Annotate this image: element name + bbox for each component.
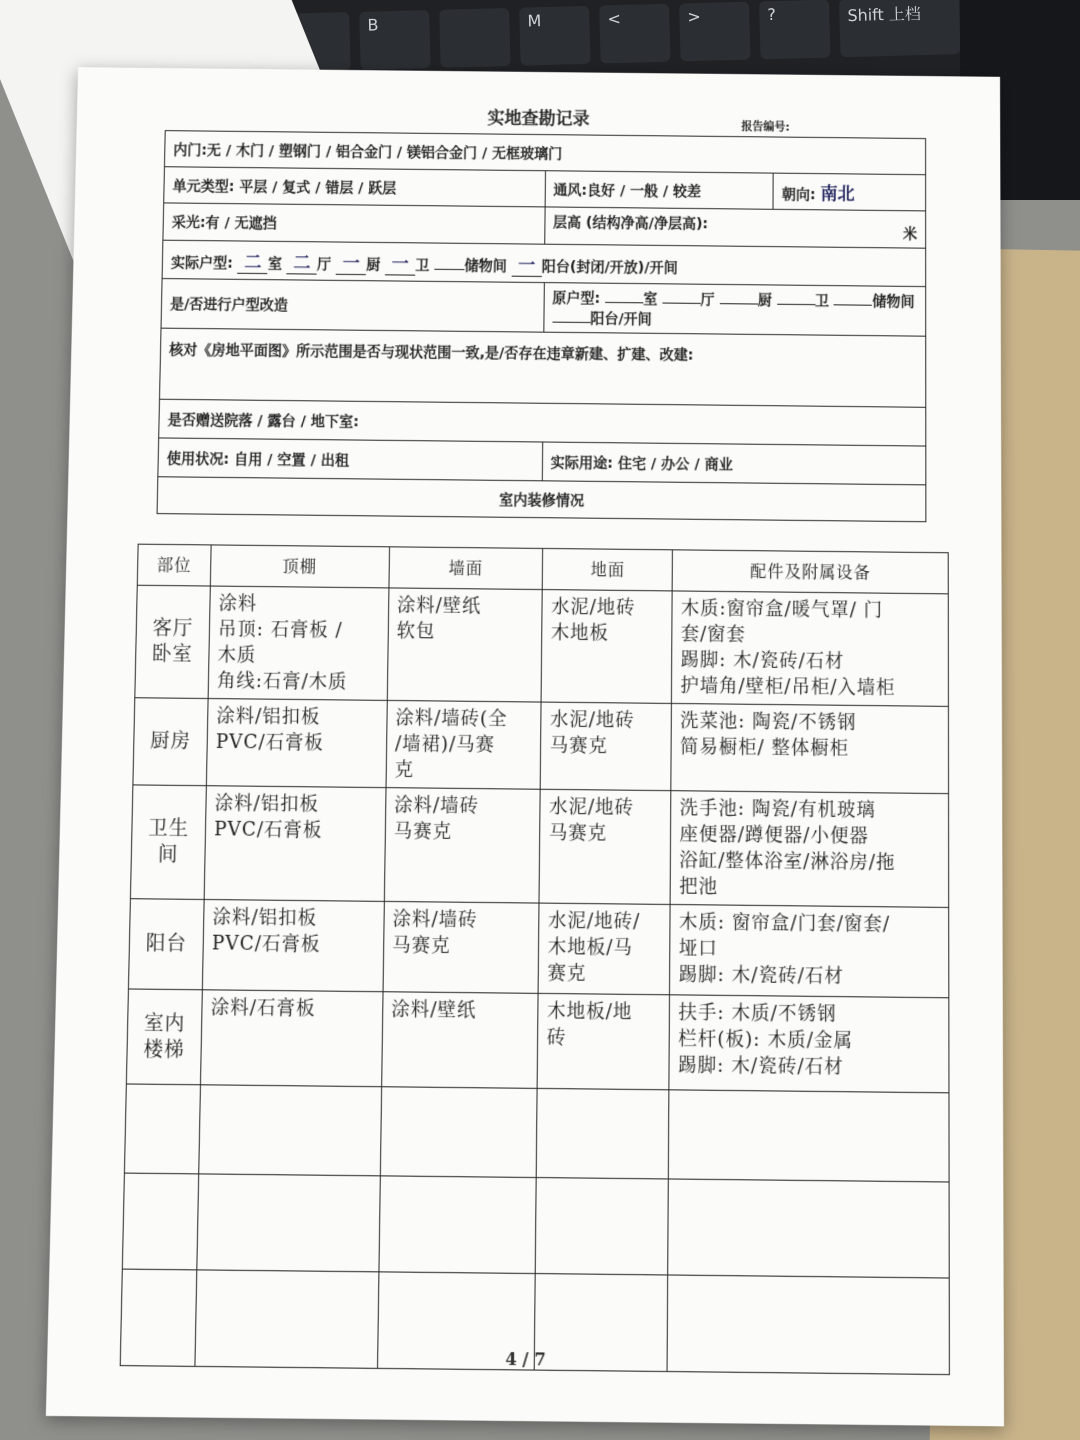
orig-blank-6 [552,322,590,323]
storage-count [434,268,464,269]
fittings-line: 护墙角/壁柜/吊柜/入墙柜 [680,675,896,700]
orientation-label: 朝向: [781,186,816,204]
ceiling-line: 涂料/铝扣板 [216,705,321,729]
orig-unit-storage: 储物间 [872,293,915,311]
ventilation-cell: 通风:良好 / 一般 / 较差 [545,171,774,210]
ceiling-cell [208,586,389,700]
fittings-line: 扶手: 木质/不锈钢 [678,1001,837,1026]
fittings-line: 栏杆(板): 木质/金属 [678,1028,853,1053]
floor-cell [539,789,671,904]
floor-line: 水泥/地砖 [551,596,636,619]
fittings-line: 木质:窗帘盒/暖气罩/ 门 [680,597,883,622]
decoration-row [130,785,948,908]
ceiling-line: 角线:石膏/木质 [216,670,348,694]
orig-unit-halls: 厅 [700,291,715,309]
empty-cell [122,1173,198,1270]
key-shift: Shift 上档 [839,0,960,57]
wall-cell [381,992,538,1089]
floor-height-unit: 米 [903,226,918,243]
empty-row [122,1173,949,1278]
original-layout-label: 原户型: [552,290,601,307]
decoration-section-title: 室内装修情况 [157,477,926,522]
ceiling-line: PVC/石膏板 [213,818,323,842]
empty-cell [380,1087,538,1178]
actual-layout-label: 实际户型: [170,254,234,272]
orig-blank-3 [720,303,758,304]
wall-cell [383,901,540,993]
fittings-line: 垭口 [678,937,718,961]
orientation-cell [773,173,925,211]
fittings-line: 套/窗套 [680,623,746,646]
header-wall: 墙面 [389,547,543,590]
unit-type-cell: 单元类型: 平层 / 复式 / 错层 / 跃层 [164,167,545,207]
fittings-line: 简易橱柜/ 整体橱柜 [680,736,850,760]
decoration-row [126,989,949,1093]
room-part-cell: 阳台 [128,899,204,990]
empty-cell [668,1179,949,1278]
fittings-cell [670,791,948,908]
empty-cell [124,1084,200,1174]
survey-record-sheet [46,67,1004,1426]
key-n [439,8,510,68]
balcony-count: 一 [512,250,542,277]
baths-unit: 卫 [415,256,430,274]
plan-verification-row: 核对《房地平面图》所示范围是否与现状范围一致,是/否存在违章新建、扩建、改建: [159,328,925,407]
orientation-handwritten: 南北 [820,184,855,205]
floor-cell [538,993,670,1089]
room-part-cell: 室内楼梯 [126,989,202,1085]
orig-blank-2 [662,303,700,304]
gift-row: 是否赠送院落 / 露台 / 地下室: [159,399,926,446]
empty-cell [197,1174,380,1272]
decoration-table [120,544,950,1375]
room-part-cell: 客厅卧室 [135,585,210,698]
halls-unit: 厅 [316,255,332,273]
empty-row [124,1084,949,1182]
orig-unit-rooms: 室 [643,291,658,308]
fittings-line: 浴缸/整体浴室/淋浴房/拖 [679,849,896,874]
wall-line: 克 [394,759,415,782]
decoration-rows [126,585,949,1093]
floor-line: 木地板/马 [547,936,634,960]
floor-line: 水泥/地砖 [549,796,635,819]
fittings-line: 踢脚: 木/瓷砖/石材 [680,649,845,673]
balcony-unit: 阳台(封闭/开放)/开间 [541,258,678,276]
fittings-line: 把池 [679,875,719,899]
fittings-line: 踢脚: 木/瓷砖/石材 [678,1054,844,1079]
floor-height-label: 层高 (结构净高/净层高): [552,214,709,233]
floor-cell [542,590,673,704]
ceiling-cell [206,699,387,788]
floor-cell [541,702,672,791]
room-part-cell: 卫生间 [130,785,206,900]
ceiling-cell [204,786,386,902]
rooms-count: 二 [238,247,269,274]
ceiling-line: 吊顶: 石膏板 / [217,618,343,642]
fittings-line: 洗手池: 陶瓷/有机玻璃 [679,797,876,822]
key-m: M [519,6,590,66]
room-part-cell: 厨房 [133,698,208,786]
floor-line: 砖 [546,1026,567,1050]
floor-cell [539,903,671,995]
halls-count: 二 [287,248,318,275]
ceiling-line: 涂料/铝扣板 [212,906,318,930]
key-period: > [679,2,750,62]
header-floor: 地面 [543,548,673,590]
orig-unit-balcony: 阳台/开间 [590,310,652,328]
inner-door-row: 内门:无 / 木门 / 塑钢门 / 铝合金门 / 镁铝合金门 / 无框玻璃门 [164,131,925,175]
fittings-line: 洗菜池: 陶瓷/不锈钢 [680,710,857,734]
empty-cell [379,1176,537,1274]
fittings-cell [669,995,949,1093]
ceiling-line: 涂料/铝扣板 [214,792,320,816]
floor-line: 水泥/地砖/ [547,909,641,933]
floor-height-cell [544,207,925,248]
key-b: B [359,10,430,70]
wall-line: 马赛克 [391,934,451,958]
wall-line: 涂料/墙砖(全 [395,707,508,731]
decoration-row [135,585,949,706]
orig-unit-kitchens: 厨 [757,292,772,309]
key-slash: ? [759,0,830,59]
wall-line: 马赛克 [393,820,453,844]
actual-use-cell: 实际用途: 住宅 / 办公 / 商业 [542,442,926,485]
ceiling-cell [202,899,384,991]
ceiling-line: 涂料 [218,592,258,615]
usage-status-cell: 使用状况: 自用 / 空置 / 出租 [158,438,542,481]
ceiling-line: 涂料/石膏板 [210,996,316,1020]
original-layout-cell [543,283,925,337]
property-info-form [157,130,927,522]
ceiling-cell [200,990,382,1087]
ceiling-line: PVC/石膏板 [211,932,321,956]
ceiling-line: PVC/石膏板 [215,731,324,755]
fittings-line: 踢脚: 木/瓷砖/石材 [678,963,844,988]
fittings-cell [672,591,949,706]
fittings-line: 木质: 窗帘盒/门套/窗套/ [678,911,891,936]
floor-line: 赛克 [547,962,587,985]
rooms-unit: 室 [267,255,283,272]
floor-line: 木地板 [550,622,609,645]
wall-line: 涂料/壁纸 [396,594,482,618]
lighting-cell: 采光:有 / 无遮挡 [163,203,545,244]
wall-line: 涂料/墙砖 [393,794,480,818]
empty-cell [537,1088,670,1179]
renovation-cell: 是/否进行户型改造 [161,279,544,333]
kitchens-unit: 厨 [366,256,381,273]
wall-line: /墙裙)/马赛 [394,733,496,757]
storage-unit: 储物间 [464,257,507,275]
page-number: 4 / 7 [505,1348,546,1370]
baths-count: 一 [385,249,416,276]
kitchens-count: 一 [336,248,367,275]
wall-line: 软包 [396,620,436,643]
header-fittings: 配件及附属设备 [672,550,948,594]
wall-cell [386,700,542,789]
ceiling-line: 木质 [217,644,257,667]
floor-line: 木地板/地 [546,1000,633,1024]
document-title: 实地查勘记录 [487,108,590,130]
empty-cell [536,1178,669,1275]
wall-line: 涂料/壁纸 [391,998,477,1022]
fittings-cell [670,904,949,997]
header-part: 部位 [137,544,211,586]
key-comma: < [599,4,670,64]
floor-line: 马赛克 [549,734,608,758]
floor-line: 水泥/地砖 [549,708,635,732]
decoration-row [128,899,948,998]
orig-blank-1 [605,302,643,303]
orig-unit-baths: 卫 [815,292,830,310]
floor-line: 马赛克 [548,822,608,845]
wall-line: 涂料/墙砖 [392,908,478,932]
fittings-cell [671,703,948,793]
wall-cell [384,788,541,903]
report-number-label: 报告编号: [741,120,790,134]
decoration-row [133,698,949,794]
fittings-line: 座便器/蹲便器/小便器 [679,823,869,848]
orig-blank-4 [777,304,815,305]
empty-cell [199,1085,382,1176]
empty-cell [669,1090,949,1182]
header-ceiling: 顶棚 [210,545,389,588]
wall-cell [387,588,543,702]
orig-blank-5 [834,304,872,305]
